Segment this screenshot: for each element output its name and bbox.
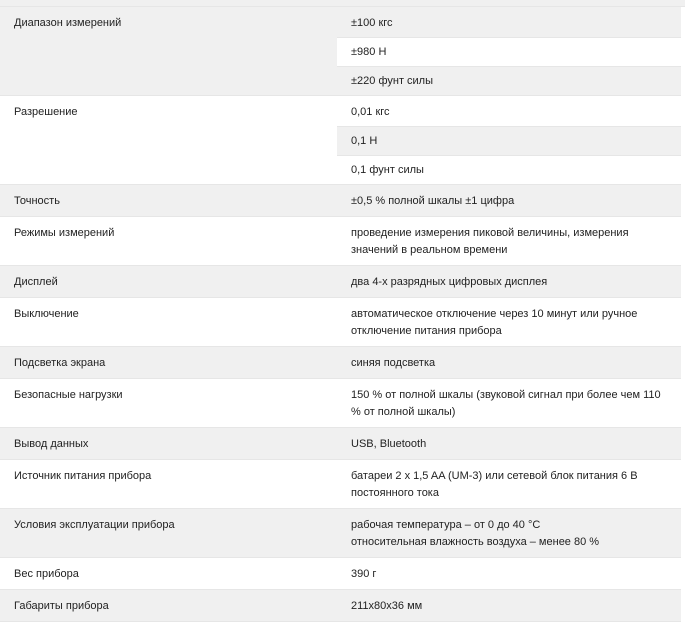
table-row <box>0 379 681 428</box>
row-label: Условия эксплуатации прибора <box>0 509 337 558</box>
table-row <box>0 590 681 622</box>
row-value: рабочая температура – от 0 до 40 °C <box>351 519 541 531</box>
row-label: Вес прибора <box>0 558 337 590</box>
row-value-group <box>337 509 681 558</box>
table-row <box>0 509 681 558</box>
row-label: Точность <box>0 185 337 217</box>
row-label: Диапазон измерений <box>0 7 337 96</box>
specifications-table <box>0 7 681 622</box>
row-value: ±980 Н <box>337 37 681 66</box>
row-label: Источник питания прибора <box>0 460 337 509</box>
table-row <box>0 96 681 185</box>
row-label: Габариты прибора <box>0 590 337 622</box>
row-value: USB, Bluetooth <box>337 428 681 460</box>
row-value: 211x80x36 мм <box>337 590 681 622</box>
row-value-group <box>337 96 681 185</box>
row-label: Подсветка экрана <box>0 347 337 379</box>
row-value: 0,1 фунт силы <box>337 155 681 184</box>
row-value: автоматическое отключение через 10 минут или ручное отключение питания прибора <box>337 298 681 347</box>
row-value: синяя подсветка <box>337 347 681 379</box>
row-label: Безопасные нагрузки <box>0 379 337 428</box>
row-label: Дисплей <box>0 266 337 298</box>
row-value: два 4-х разрядных цифровых дисплея <box>337 266 681 298</box>
row-label: Вывод данных <box>0 428 337 460</box>
table-top-edge <box>0 0 685 7</box>
table-row <box>0 558 681 590</box>
table-row <box>0 460 681 509</box>
row-value: проведение измерения пиковой величины, измерения значений в реальном времени <box>337 217 681 266</box>
table-row <box>0 298 681 347</box>
row-value: 150 % от полной шкалы (звуковой сигнал при более чем 110 % от полной шкалы) <box>337 379 681 428</box>
table-row <box>0 185 681 217</box>
row-label: Разрешение <box>0 96 337 185</box>
row-value: 390 г <box>337 558 681 590</box>
row-value: ±0,5 % полной шкалы ±1 цифра <box>337 185 681 217</box>
row-value: 0,01 кгс <box>337 96 681 126</box>
row-value-group <box>337 7 681 96</box>
row-value: 0,1 Н <box>337 126 681 155</box>
table-row <box>0 347 681 379</box>
row-label: Режимы измерений <box>0 217 337 266</box>
table-row <box>0 217 681 266</box>
row-value: относительная влажность воздуха – менее 80 % <box>351 536 600 548</box>
row-value: ±100 кгс <box>337 7 681 37</box>
row-label: Выключение <box>0 298 337 347</box>
table-row <box>0 428 681 460</box>
row-value: ±220 фунт силы <box>337 66 681 95</box>
table-row <box>0 266 681 298</box>
row-value: батареи 2 x 1,5 AA (UM-3) или сетевой блок питания 6 В постоянного тока <box>337 460 681 509</box>
table-row <box>0 7 681 96</box>
